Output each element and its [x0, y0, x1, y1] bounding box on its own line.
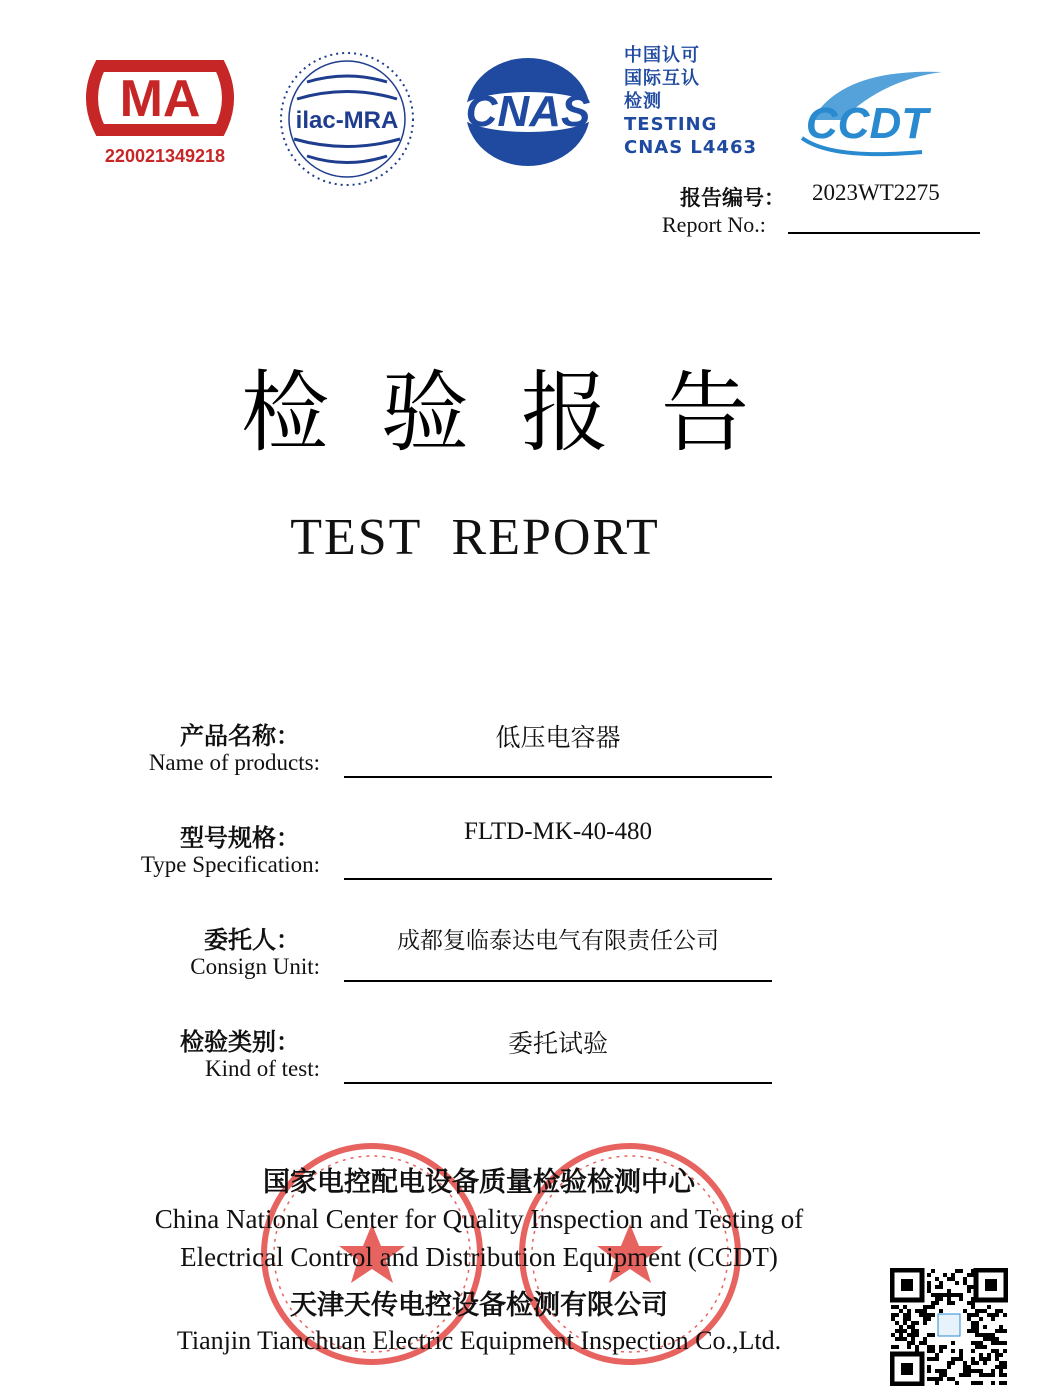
field-consign-label-en: Consign Unit: [190, 954, 320, 979]
cnas-logo [444, 52, 612, 170]
cma-logo [80, 48, 240, 178]
company-name-cn: 天津天传电控设备检测有限公司 [290, 1290, 668, 1321]
ccdt-swoosh-icon [772, 60, 962, 168]
cnas-emblem-icon [444, 52, 612, 170]
cnas-accreditation-text [624, 44, 784, 159]
org-name-en-line-1: China National Center for Quality Inspection and Testing of [154, 1204, 804, 1234]
cnas-logo-text: CNAS [465, 87, 591, 136]
cma-number: 220021349218 [104, 146, 226, 166]
ilac-mra-logo [272, 44, 422, 194]
field-consign-label-cn: 委托人： [204, 926, 300, 954]
title-char-4: 告 [661, 361, 750, 464]
field-kind-label-cn: 检验类别： [180, 1028, 300, 1056]
field-type-label-en: Type Specification: [140, 852, 320, 877]
field-type-underline [344, 878, 772, 880]
org-name-en-line-2: Electrical Control and Distribution Equipment (CCDT) [180, 1242, 778, 1272]
field-kind-value: 委托试验 [507, 1029, 608, 1058]
field-product-underline [344, 776, 772, 778]
cnas-line-3: 检测 [624, 91, 662, 112]
cnas-line-1: 中国认可 [624, 45, 700, 66]
title-char-3: 报 [521, 361, 610, 464]
report-no-underline [788, 232, 980, 234]
report-no-label-en: Report No.: [662, 212, 766, 237]
report-no-value: 2023WT2275 [812, 180, 940, 205]
ccdt-logo-text: CCDT [805, 99, 929, 148]
field-consign-value: 成都复临泰达电气有限责任公司 [397, 928, 719, 954]
field-type-value: FLTD-MK-40-480 [464, 818, 652, 845]
field-product-value: 低压电容器 [495, 723, 621, 752]
cma-logo-text: MA [119, 70, 201, 128]
company-name-en: Tianjin Tianchuan Electric Equipment Inspection Co.,Ltd. [176, 1326, 782, 1355]
report-no-label: 报告编号： [680, 186, 785, 210]
field-product-label-cn: 产品名称： [180, 722, 300, 750]
cma-emblem-icon [80, 48, 240, 148]
ilac-globe-icon [272, 44, 422, 194]
org-name-cn: 国家电控配电设备质量检验检测中心 [263, 1167, 695, 1198]
field-kind-label-en: Kind of test: [205, 1056, 320, 1081]
title-char-1: 检 [240, 361, 329, 464]
ilac-logo-text: ilac-MRA [295, 107, 399, 134]
ccdt-logo [772, 60, 962, 168]
field-kind-underline [344, 1082, 772, 1084]
cnas-line-2: 国际互认 [624, 68, 700, 89]
field-consign-underline [344, 980, 772, 982]
title-en: TEST REPORT [290, 509, 660, 566]
title-char-2: 验 [380, 361, 469, 464]
cnas-line-5: CNAS L4463 [624, 137, 758, 158]
qr-code-icon [890, 1268, 1008, 1386]
title-cn [0, 358, 1050, 468]
field-type-label-cn: 型号规格： [180, 824, 300, 852]
cnas-line-4: TESTING [624, 114, 718, 135]
field-product-label-en: Name of products: [148, 750, 320, 775]
